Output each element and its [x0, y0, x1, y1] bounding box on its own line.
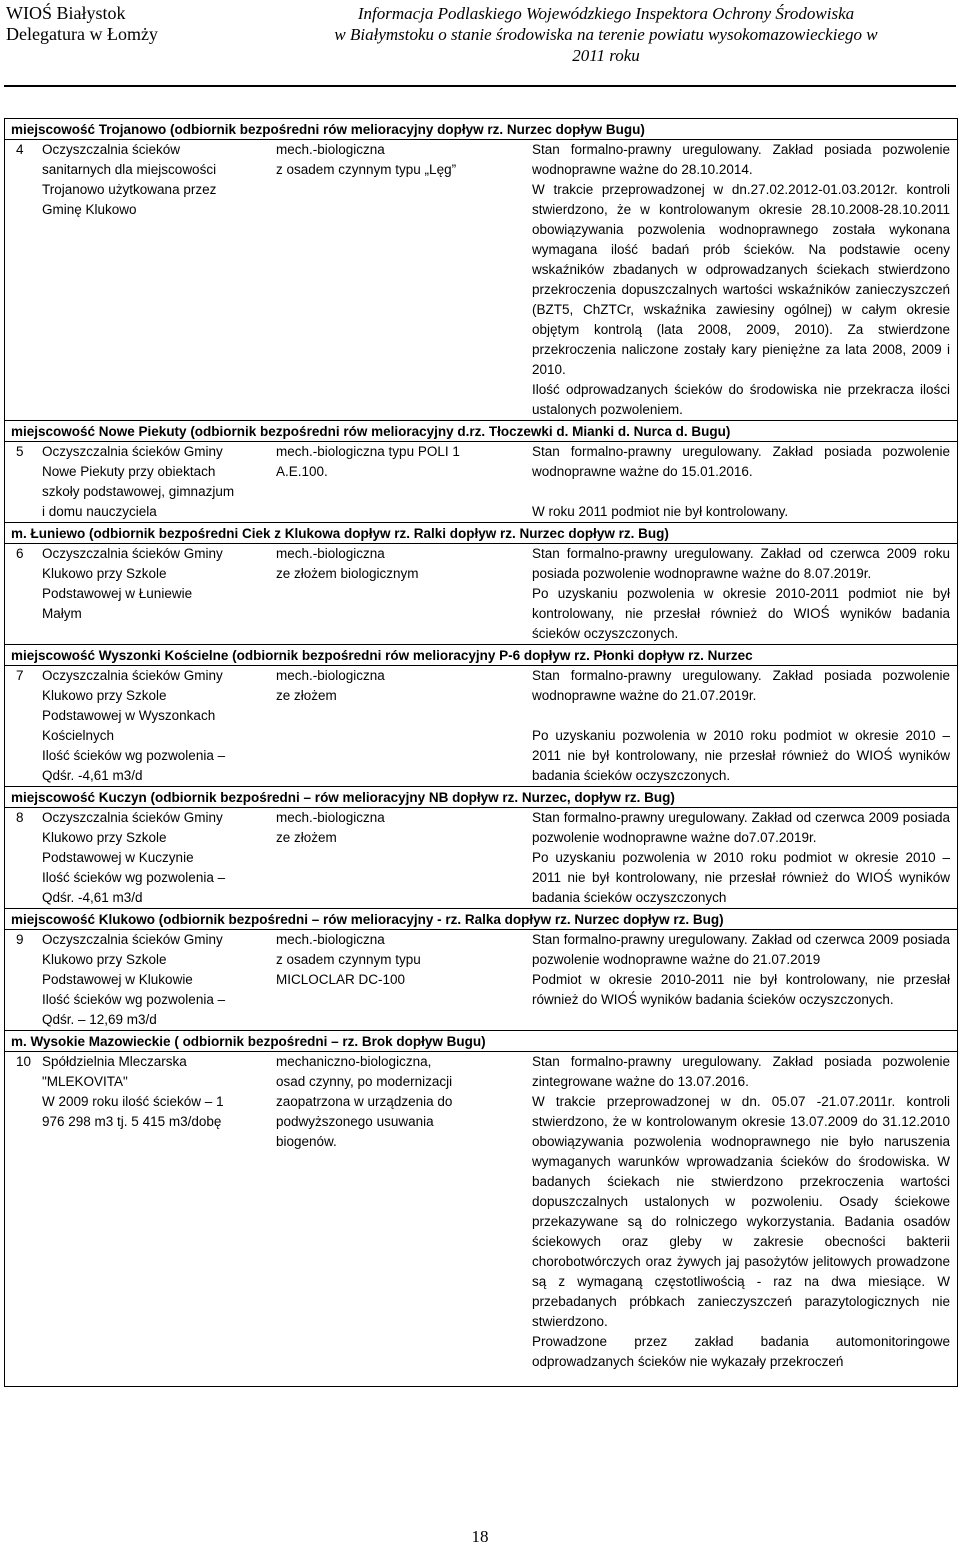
section-heading: miejscowość Kuczyn (odbiornik bezpośredni – rów melioracyjny NB dopływ rz. Nurzec, dopływ rz. Bug)	[5, 786, 957, 807]
entry-status: Stan formalno-prawny uregulowany. Zakład od czerwca 2009 posiada pozwolenie wodnoprawne ważne do7.07.2019r. Po uzyskaniu pozwolenia w 2010 roku podmiot w okresie 2010 – 2011 nie był kontrolowany, nie przesłał również do WIOŚ wyników badania ścieków oczyszczonych	[532, 810, 950, 905]
header-divider	[4, 85, 956, 87]
section-heading: miejscowość Wyszonki Kościelne (odbiornik bezpośredni rów melioracyjny P-6 dopływ rz. Płonki dopływ rz. Nurzec	[5, 644, 957, 665]
header-organization	[6, 3, 158, 45]
entry-number: 10	[16, 1054, 32, 1069]
entry-type: mech.-biologiczna ze złożem	[276, 810, 385, 845]
entry-facility: Oczyszczalnia ścieków Gminy Nowe Piekuty przy obiektach szkoły podstawowej, gimnazjum i domu nauczyciela	[42, 444, 235, 519]
entry-facility: Oczyszczalnia ścieków Gminy Klukowo przy Szkole Podstawowej w Klukowie Ilość ścieków wg pozwolenia – Qdśr. – 12,69 m3/d	[42, 932, 226, 1027]
entry-facility: Oczyszczalnia ścieków sanitarnych dla miejscowości Trojanowo użytkowana przez Gminę Klukowo	[42, 142, 217, 217]
entry-facility: Oczyszczalnia ścieków Gminy Klukowo przy Szkole Podstawowej w Łuniewie Małym	[42, 546, 223, 621]
header-title-line1: Informacja Podlaskiego Wojewódzkiego Inspektora Ochrony Środowiska	[357, 4, 855, 23]
entry-status: Stan formalno-prawny uregulowany. Zakład od czerwca 2009 posiada pozwolenie wodnoprawne ważne do 21.07.2019 Podmiot w okresie 2010-2011 nie był kontrolowany, nie przesłał również do WIOŚ wyników badania ścieków oczyszczonych.	[532, 932, 950, 1007]
entry-number: 8	[16, 810, 24, 825]
section-heading: m. Wysokie Mazowieckie ( odbiornik bezpośredni – rz. Brok dopływ Bugu)	[5, 1030, 957, 1051]
header-org-line2: Delegatura w Łomży	[6, 24, 158, 44]
entry-status: Stan formalno-prawny uregulowany. Zakład posiada pozwolenie zintegrowane ważne do 13.07.2016. W trakcie przeprowadzonej w dn. 05.07 -21.07.2011r. kontroli stwierdzono, że w kontrolowanym okresie 13.07.2009 do 31.12.2010 obowiązywania pozwolenia wodnoprawnego nie było naruszenia wymaganych warunków wprowadzania ścieków do środowiska. W badanych ściekach nie stwierdzono przekroczenia wartości dopuszczalnych ustalonych w pozwoleniu. Osady ściekowe przekazywane są do rolniczego wykorzystania. Badania osadów ściekowych oraz gleby w zakresie obecności bakterii chorobotwórczych oraz żywych jaj pasożytów jelitowych prowadzone są z wymaganą częstotliwością - raz na dwa miesiące. W przebadanych próbkach zanieczyszczeń parazytologicznych nie stwierdzono. Prowadzone przez zakład badania automonitoringowe odprowadzanych ścieków nie wykazały przekroczeń	[532, 1054, 950, 1369]
page-number: 18	[471, 1527, 489, 1546]
section-heading: m. Łuniewo (odbiornik bezpośredni Ciek z Klukowa dopływ rz. Ralki dopływ rz. Nurzec dopływ rz. Bug)	[5, 522, 957, 543]
entry-type: mech.-biologiczna z osadem czynnym typu „Lęg”	[276, 142, 457, 177]
entry-type: mechaniczno-biologiczna, osad czynny, po modernizacji zaopatrzona w urządzenia do podwyższonego usuwania biogenów.	[276, 1054, 453, 1149]
entry-status: Stan formalno-prawny uregulowany. Zakład od czerwca 2009 roku posiada pozwolenie wodnoprawne ważne do 8.07.2019r. Po uzyskaniu pozwolenia w okresie 2010-2011 podmiot nie był kontrolowany, nie przesłał również do WIOŚ wyników badania ścieków oczyszczonych.	[532, 546, 950, 641]
wastewater-table	[4, 118, 958, 1387]
table-row	[5, 807, 957, 908]
header-title-line2: w Białymstoku o stanie środowiska na terenie powiatu wysokomazowieckiego w	[334, 25, 878, 44]
entry-number: 7	[16, 668, 24, 683]
table-row	[5, 441, 957, 522]
entry-type: mech.-biologiczna typu POLI 1 A.E.100.	[276, 444, 460, 479]
header-title	[268, 3, 944, 66]
table-row	[5, 139, 957, 420]
section-heading: miejscowość Trojanowo (odbiornik bezpośredni rów melioracyjny dopływ rz. Nurzec dopływ Bugu)	[11, 122, 645, 137]
section-heading: miejscowość Nowe Piekuty (odbiornik bezpośredni rów melioracyjny d.rz. Tłoczewki d. Mianki d. Nurca d. Bugu)	[5, 420, 957, 441]
entry-type: mech.-biologiczna ze złożem	[276, 668, 385, 703]
entry-number: 4	[16, 142, 24, 157]
entry-type: mech.-biologiczna z osadem czynnym typu MICLOCLAR DC-100	[276, 932, 421, 987]
entry-number: 6	[16, 546, 24, 561]
header-org-line1: WIOŚ Białystok	[6, 3, 126, 23]
table-bottom-space	[5, 1372, 957, 1386]
entry-facility: Spółdzielnia Mleczarska "MLEKOVITA" W 2009 roku ilość ścieków – 1 976 298 m3 tj. 5 415 m3/dobę	[42, 1054, 224, 1129]
entry-number: 9	[16, 932, 24, 947]
table-row	[5, 1051, 957, 1372]
table-row	[5, 929, 957, 1030]
header-title-line3: 2011 roku	[572, 46, 640, 65]
table-row	[5, 543, 957, 644]
entry-status: Stan formalno-prawny uregulowany. Zakład posiada pozwolenie wodnoprawne ważne do 15.01.2016. W roku 2011 podmiot nie był kontrolowany.	[532, 444, 950, 519]
entry-number: 5	[16, 444, 24, 459]
section-heading: miejscowość Klukowo (odbiornik bezpośredni – rów melioracyjny - rz. Ralka dopływ rz. Nurzec dopływ rz. Bug)	[5, 908, 957, 929]
entry-status: Stan formalno-prawny uregulowany. Zakład posiada pozwolenie wodnoprawne ważne do 21.07.2019r. Po uzyskaniu pozwolenia w 2010 roku podmiot w okresie 2010 – 2011 nie był kontrolowany, nie przesłał również do WIOŚ wyników badania ścieków oczyszczonych.	[532, 668, 950, 783]
entry-facility: Oczyszczalnia ścieków Gminy Klukowo przy Szkole Podstawowej w Kuczynie Ilość ścieków wg pozwolenia – Qdśr. -4,61 m3/d	[42, 810, 226, 905]
table-row	[5, 665, 957, 786]
entry-facility: Oczyszczalnia ścieków Gminy Klukowo przy Szkole Podstawowej w Wyszonkach Kościelnych Ilość ścieków wg pozwolenia – Qdśr. -4,61 m3/d	[42, 668, 226, 783]
entry-status: Stan formalno-prawny uregulowany. Zakład posiada pozwolenie wodnoprawne ważne do 28.10.2014. W trakcie przeprowadzonej w dn.27.02.2012-01.03.2012r. kontroli stwierdzono, że w kontrolowanym okresie 28.10.2008-28.10.2011 obowiązywania pozwolenia wodnoprawnego została wykonana wymagana ilość badań prób ścieków. Na podstawie oceny wskaźników zbadanych w odprowadzanych ściekach stwierdzono przekroczenia dopuszczalnych wartości wskaźników zanieczyszczeń (BZT5, ChZTCr, wskaźnika zawiesiny ogólnej) w całym okresie objętym kontrolą (lata 2008, 2009, 2010). Za stwierdzone przekroczenia naliczone zostały kary pieniężne za lata 2008, 2009 i 2010. Ilość odprowadzanych ścieków do środowiska nie przekracza ilości ustalonych pozwoleniem.	[532, 142, 950, 417]
entry-type: mech.-biologiczna ze złożem biologicznym	[276, 546, 419, 581]
